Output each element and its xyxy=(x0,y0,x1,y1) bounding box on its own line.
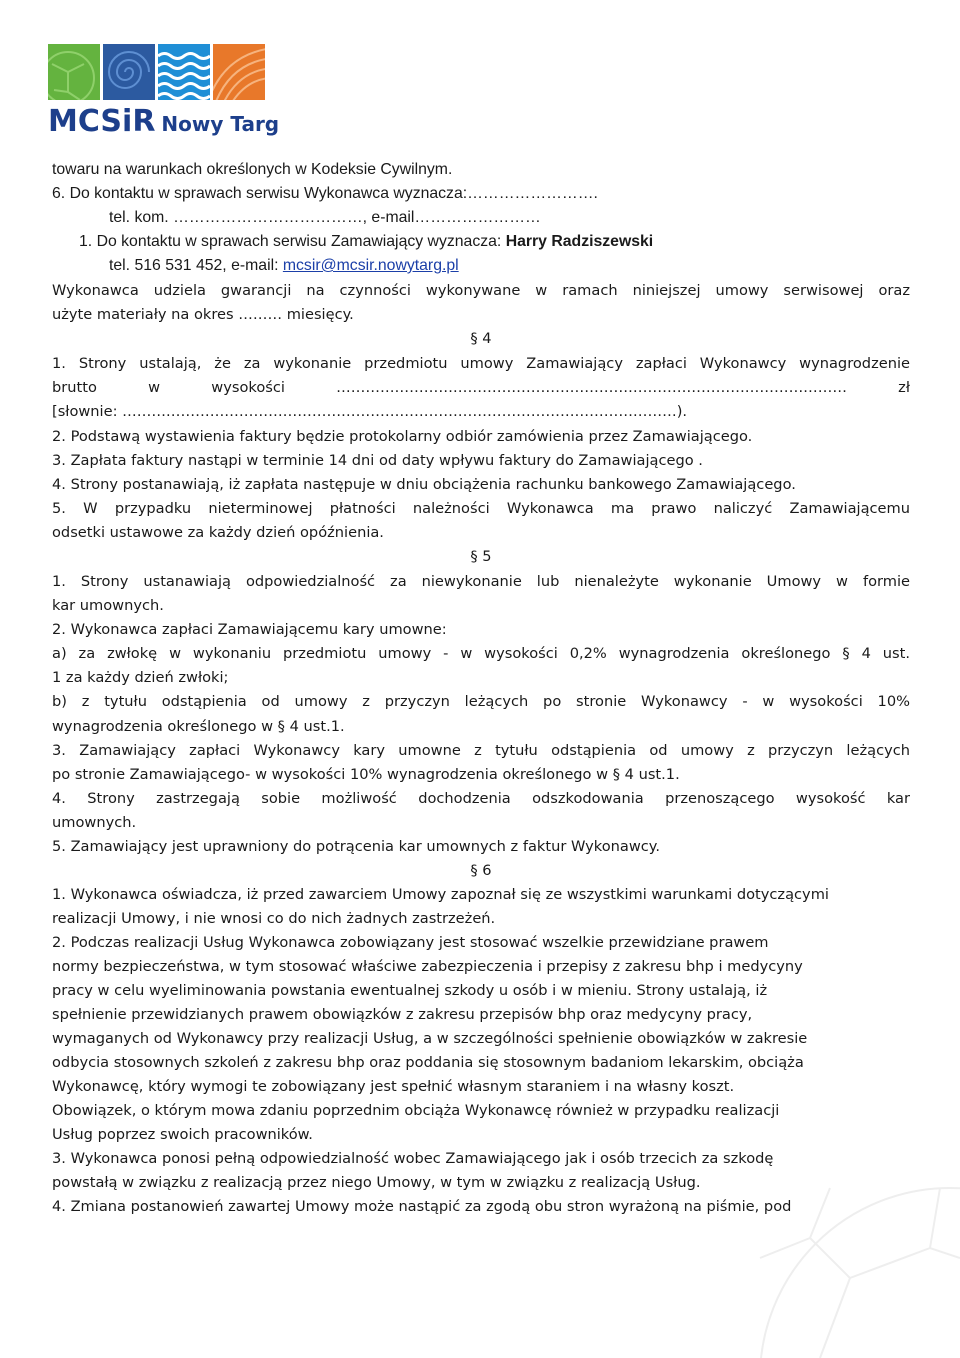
text-line: Wykonawcę, który wymogi te zobowiązany jest spełnić własnym staraniem i na własny koszt. xyxy=(52,1078,735,1095)
text-line: realizacji Umowy, i nie wnosi co do nich żadnych zastrzeżeń. xyxy=(52,910,496,927)
text-line: 3. Zamawiający zapłaci Wykonawcy kary umowne z tytułu odstąpienia od umowy z przyczyn leżących xyxy=(52,742,910,759)
text-line: [słownie: ……………………………………………………………………………………………………). xyxy=(52,403,688,420)
mcsir-logo xyxy=(48,44,288,139)
text-line xyxy=(79,232,653,252)
text-line: Obowiązek, o którym mowa zdaniu poprzednim obciąża Wykonawcę również w przypadku realizacji xyxy=(52,1102,780,1119)
text-line: 1 za każdy dzień zwłoki; xyxy=(52,669,229,686)
text-line: odsetki ustawowe za każdy dzień opóźnienia. xyxy=(52,524,384,541)
text-line: wymaganych od Wykonawcy przy realizacji Usług, a w szczególności spełnienie obowiązków w zakresie xyxy=(52,1030,808,1047)
text-line: 4. Zmiana postanowień zawartej Umowy może nastąpić za zgodą obu stron wyrażoną na piśmie, pod xyxy=(52,1198,792,1215)
text-line xyxy=(109,256,459,276)
text-line: b) z tytułu odstąpienia od umowy z przyczyn leżących po stronie Wykonawcy - w wysokości 10% xyxy=(52,693,910,710)
text-line: tel. kom. ………………………………, e-mail…………………… xyxy=(109,209,541,226)
logo-city: Nowy Targ xyxy=(161,112,280,136)
text-line: 3. Wykonawca ponosi pełną odpowiedzialność wobec Zamawiającego jak i osób trzecich za szkodę xyxy=(52,1150,774,1167)
contact-person: Harry Radziszewski xyxy=(505,233,654,250)
text-line: 4. Strony zastrzegają sobie możliwość dochodzenia odszkodowania przenoszącego wysokość kar xyxy=(52,790,910,807)
text-line: 2. Podstawą wystawienia faktury będzie protokolarny odbiór zamówienia przez Zamawiającego. xyxy=(52,428,753,445)
section-heading: § 5 xyxy=(470,548,492,565)
text-line: odbycia stosownych szkoleń z zakresu bhp oraz poddania się stosownym badaniom lekarskim, obciąża xyxy=(52,1054,804,1071)
email-link[interactable]: mcsir@mcsir.nowytarg.pl xyxy=(282,257,459,274)
logo-tiles xyxy=(48,44,288,100)
text-line: 1. Wykonawca oświadcza, iż przed zawarciem Umowy zapoznał się ze wszystkimi warunkami dotyczącymi xyxy=(52,886,829,903)
text-line: 1. Strony ustanawiają odpowiedzialność za niewykonanie lub nienależyte wykonanie Umowy w formie xyxy=(52,573,910,590)
contact-phone: tel. 516 531 452, e-mail: xyxy=(109,257,283,274)
text-line: Usług poprzez swoich pracowników. xyxy=(52,1126,313,1143)
running-track-icon xyxy=(213,44,265,100)
text-line: 6. Do kontaktu w sprawach serwisu Wykonawca wyznacza:……………………. xyxy=(52,185,598,202)
text-line: spełnienie przewidzianych prawem obowiązków z zakresu przepisów bhp oraz medycyny pracy, xyxy=(52,1006,753,1023)
contact-text: 1. Do kontaktu w sprawach serwisu Zamawiający wyznacza: xyxy=(79,233,506,250)
text-line: 1. Strony ustalają, że za wykonanie przedmiotu umowy Zamawiający zapłaci Wykonawcy wynagrodzenie xyxy=(52,355,910,372)
text-line: 3. Zapłata faktury nastąpi w terminie 14 dni od daty wpływu faktury do Zamawiającego . xyxy=(52,452,703,469)
football-watermark-icon xyxy=(700,1128,960,1358)
text-line: normy bezpieczeństwa, w tym stosować właściwe zabezpieczenia i przepisy z zakresu bhp i medycyny xyxy=(52,958,803,975)
text-line: użyte materiały na okres ……… miesięcy. xyxy=(52,306,354,323)
logo-name: MCSiR xyxy=(48,104,156,139)
text-line: 2. Wykonawca zapłaci Zamawiającemu kary umowne: xyxy=(52,621,447,638)
text-line: towaru na warunkach określonych w Kodeksie Cywilnym. xyxy=(52,161,453,178)
text-line: a) za zwłokę w wykonaniu przedmiotu umowy - w wysokości 0,2% wynagrodzenia określonego § 4 ust. xyxy=(52,645,910,662)
text-line: powstałą w związku z realizacją przez niego Umowy, w tym w związku z realizacją Usług. xyxy=(52,1174,701,1191)
section-heading: § 6 xyxy=(470,862,492,879)
text-line: 4. Strony postanawiają, iż zapłata następuje w dniu obciążenia rachunku bankowego Zamawiającego. xyxy=(52,476,796,493)
section-heading: § 4 xyxy=(470,330,492,347)
waves-icon xyxy=(158,44,210,100)
text-line: wynagrodzenia określonego w § 4 ust.1. xyxy=(52,718,345,735)
text-line: Wykonawca udziela gwarancji na czynności wykonywane w ramach niniejszej umowy serwisowej oraz xyxy=(52,282,910,299)
text-line: 2. Podczas realizacji Usług Wykonawca zobowiązany jest stosować wszelkie przewidziane prawem xyxy=(52,934,769,951)
text-line: umownych. xyxy=(52,814,137,831)
text-line: 5. Zamawiający jest uprawniony do potrącenia kar umownych z faktur Wykonawcy. xyxy=(52,838,660,855)
football-icon xyxy=(48,44,100,100)
logo-wordmark xyxy=(48,104,288,139)
text-line: 5. W przypadku nieterminowej płatności należności Wykonawca ma prawo naliczyć Zamawiającemu xyxy=(52,500,910,517)
text-line: kar umownych. xyxy=(52,597,164,614)
text-line: brutto w wysokości …………………………………………………………………………………………… zł xyxy=(52,379,910,396)
text-line: po stronie Zamawiającego- w wysokości 10% wynagrodzenia określonego w § 4 ust.1. xyxy=(52,766,680,783)
text-line: pracy w celu wyeliminowania powstania ewentualnej szkody u osób i w mieniu. Strony ustalają, iż xyxy=(52,982,768,999)
spiral-icon xyxy=(103,44,155,100)
